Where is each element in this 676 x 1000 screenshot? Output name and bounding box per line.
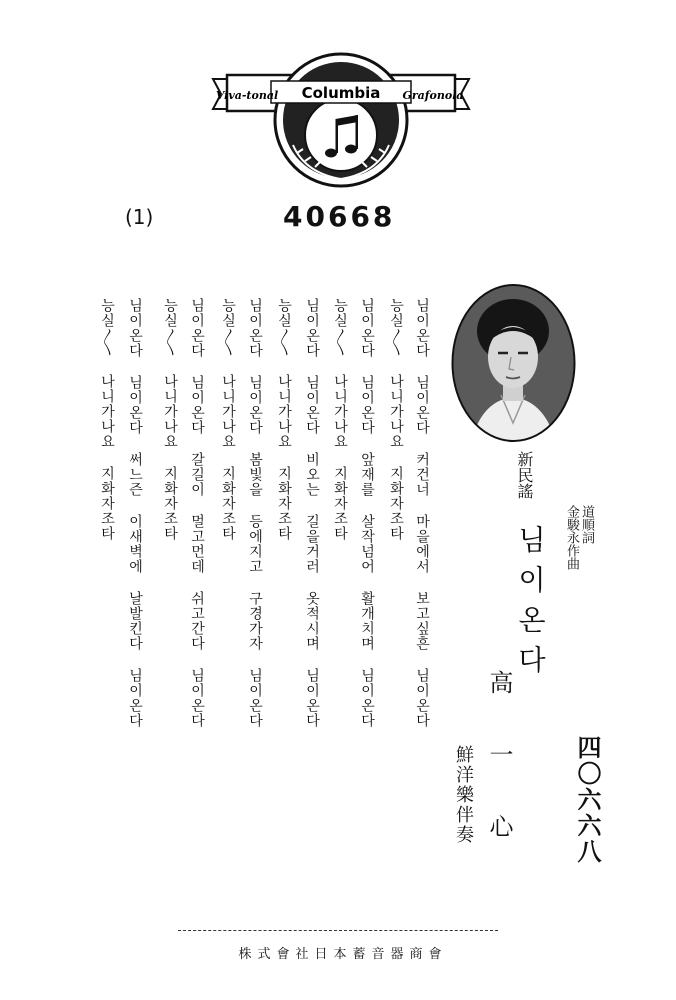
lyric-line: 능실〳〵 나니가나요 지화자조타	[276, 298, 292, 541]
logo-left-banner-text: Viva-tonal	[215, 89, 279, 102]
lyric-line: 능실〳〵 나니가나요 지화자조타	[332, 298, 348, 541]
lyric-line: 님이온다 님이온다 앞재를 살작넘어 활개치며 님이온다	[359, 298, 375, 728]
lyricist-credit: 道順詞	[579, 505, 594, 544]
lyric-line: 능실〳〵 나니가나요 지화자조타	[388, 298, 404, 541]
accompaniment: 鮮洋樂伴奏	[453, 745, 474, 845]
columbia-logo	[205, 45, 477, 195]
composer-credit: 金駿永作曲	[564, 505, 579, 570]
lyric-line: 님이온다 님이온다 비오는 길을거러 옷적시며 님이온다	[304, 298, 320, 728]
song-credits	[565, 505, 593, 570]
footer-divider	[178, 930, 498, 931]
logo-right-banner-text: Grafonola	[402, 89, 464, 102]
lyric-line: 능실〳〵 나니가나요 지화자조타	[162, 298, 178, 541]
lyric-line: 님이온다 님이온다 써느즌 이새벽에 날발킨다 님이온다	[127, 298, 143, 728]
song-title: 님이온다	[514, 525, 547, 685]
side-number: (1)	[125, 205, 154, 229]
lyric-line: 님이온다 님이온다 커건너 마을에서 보고싶흔 님이온다	[414, 298, 430, 728]
logo-brand-text: Columbia	[301, 84, 381, 102]
catalog-number-kanji: 四〇六六八	[573, 735, 602, 865]
lyric-line: 능실〳〵 나니가나요 지화자조타	[99, 298, 115, 541]
singer-portrait	[451, 283, 576, 443]
record-number: 40668	[283, 200, 396, 233]
lyric-line: 능실〳〵 나니가나요 지화자조타	[220, 298, 236, 541]
lyric-line: 님이온다 님이온다 갈길이 멀고먼데 쉬고간다 님이온다	[189, 298, 205, 728]
singer-name: 高一心	[485, 670, 513, 886]
lyric-line: 님이온다 님이온다 봄빛을 등에지고 구경가자 님이온다	[247, 298, 263, 728]
company-name: 株式會社日本蓄音器商會	[238, 947, 448, 962]
song-genre: 新民謠	[515, 451, 534, 499]
